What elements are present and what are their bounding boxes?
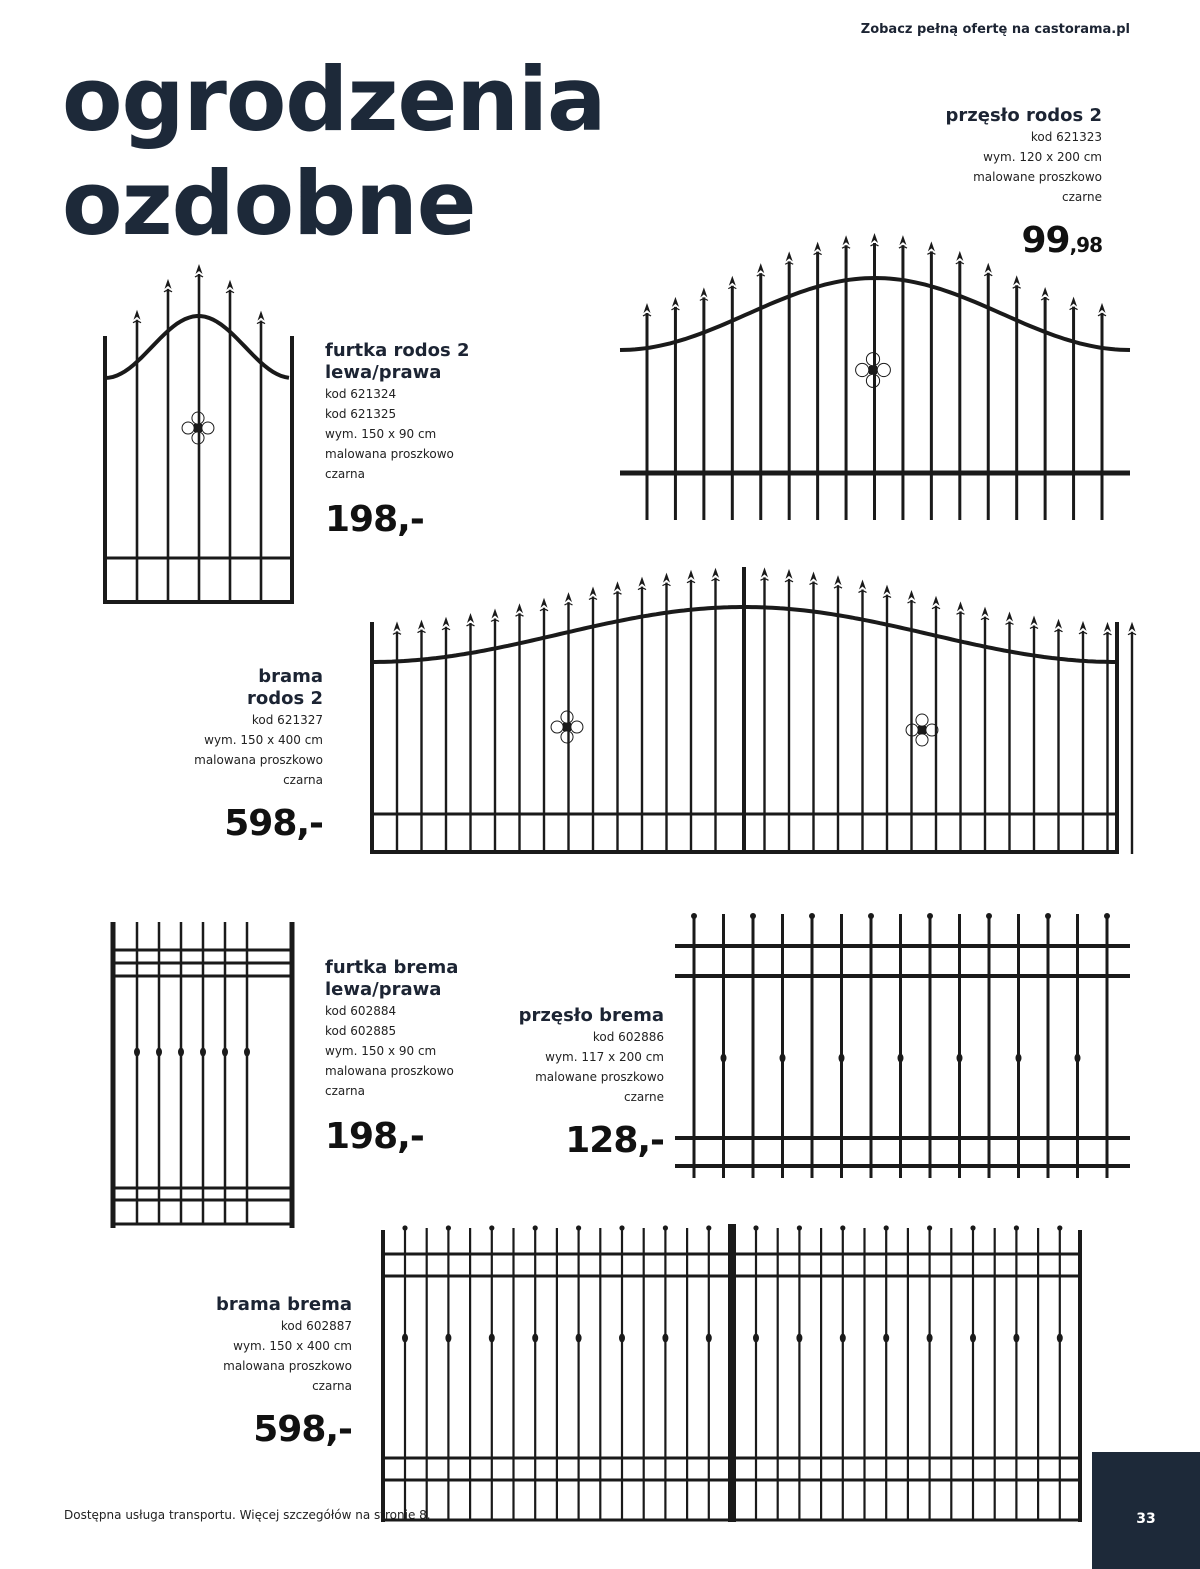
furtka-brema-info: [325, 957, 458, 1157]
spear-tip: [1099, 303, 1106, 313]
product-code: kod 621323: [1030, 130, 1102, 144]
brama-brema-info: [216, 1294, 352, 1450]
spear-tip: [761, 567, 768, 577]
bar-cap: [750, 913, 756, 919]
product-name: brama: [258, 666, 323, 687]
spear-tip: [644, 303, 651, 313]
spear-tip: [663, 573, 670, 583]
bar-knob: [662, 1334, 668, 1343]
spear-tip: [467, 613, 474, 623]
bar-knob: [1016, 1054, 1022, 1063]
spear-tip: [956, 251, 963, 261]
spear-tip: [985, 263, 992, 273]
bar-knob: [178, 1048, 184, 1057]
bar-cap: [970, 1225, 975, 1230]
bar-knob: [927, 1334, 933, 1343]
page-number-box: [1092, 1452, 1200, 1569]
bar-cap: [927, 1225, 932, 1230]
bar-cap: [840, 1225, 845, 1230]
bar-knob: [134, 1048, 140, 1057]
furtka-brema-image: [102, 918, 312, 1230]
product-color: czarna: [325, 467, 365, 481]
price-cents: ,98: [1069, 233, 1102, 257]
spear-tip: [258, 311, 265, 321]
bar-knob: [222, 1048, 228, 1057]
spear-tip: [1129, 622, 1136, 632]
product-dimensions: wym. 150 x 90 cm: [325, 427, 437, 441]
brama-brema-image: [368, 1220, 1088, 1526]
przeslo-rodos-image: [615, 220, 1135, 525]
ornament-center: [918, 726, 926, 734]
bar-cap: [489, 1225, 494, 1230]
page-title: [62, 48, 605, 256]
ornament-center: [869, 366, 877, 374]
spear-tip: [982, 607, 989, 617]
product-color: czarna: [283, 773, 323, 787]
bar-cap: [884, 1225, 889, 1230]
bar-cap: [1057, 1225, 1062, 1230]
bar-knob: [970, 1334, 976, 1343]
furtka-rodos-image: [92, 268, 302, 608]
spear-tip: [1080, 621, 1087, 631]
product-code: kod 602886: [592, 1030, 664, 1044]
spear-tip: [814, 242, 821, 252]
bar-knob: [489, 1334, 495, 1343]
product-name: brama brema: [216, 1294, 352, 1315]
product-finish: malowana proszkowo: [325, 1064, 454, 1078]
spear-tip: [757, 263, 764, 273]
spear-tip: [688, 570, 695, 580]
title-line-1: ogrodzenia: [62, 48, 606, 151]
bar-cap: [691, 913, 697, 919]
product-name: przęsło rodos 2: [945, 105, 1102, 126]
bar-knob: [957, 1054, 963, 1063]
spear-tip: [1031, 616, 1038, 626]
spear-tip: [843, 235, 850, 245]
spear-tip: [810, 572, 817, 582]
product-price: 198,-: [325, 499, 424, 540]
product-code: kod 602887: [280, 1319, 352, 1333]
spear-tip: [394, 621, 401, 631]
bar-knob: [839, 1054, 845, 1063]
bar-knob: [445, 1334, 451, 1343]
product-dimensions: wym. 150 x 90 cm: [325, 1044, 437, 1058]
top-rail: [372, 607, 744, 662]
spear-tip: [871, 233, 878, 243]
spear-tip: [134, 310, 141, 320]
spear-tip: [957, 601, 964, 611]
spear-tip: [1055, 619, 1062, 629]
bar-knob: [780, 1054, 786, 1063]
bar-cap: [927, 913, 933, 919]
price-main: 99: [1021, 220, 1070, 261]
bar-knob: [840, 1334, 846, 1343]
bar-cap: [619, 1225, 624, 1230]
spear-tip: [196, 264, 203, 274]
bar-cap: [753, 1225, 758, 1230]
product-code: kod 621325: [325, 407, 397, 421]
spear-tip: [933, 596, 940, 606]
product-price: 198,-: [325, 1116, 424, 1157]
spear-tip: [884, 585, 891, 595]
bar-cap: [868, 913, 874, 919]
bar-knob: [200, 1048, 206, 1057]
bar-knob: [1075, 1054, 1081, 1063]
product-variant: lewa/prawa: [325, 979, 442, 1000]
spear-tip: [227, 280, 234, 290]
product-color: czarna: [325, 1084, 365, 1098]
spear-tip: [786, 251, 793, 261]
spear-tip: [729, 276, 736, 286]
spear-tip: [700, 287, 707, 297]
przeslo-brema-info: [519, 1005, 664, 1161]
ornament-center: [563, 723, 571, 731]
spear-tip: [1042, 287, 1049, 297]
spear-tip: [835, 575, 842, 585]
bar-knob: [706, 1334, 712, 1343]
spear-tip: [672, 297, 679, 307]
bar-cap: [797, 1225, 802, 1230]
product-dimensions: wym. 150 x 400 cm: [233, 1339, 352, 1353]
bar-knob: [402, 1334, 408, 1343]
bar-cap: [576, 1225, 581, 1230]
spear-tip: [443, 617, 450, 627]
bar-knob: [619, 1334, 625, 1343]
bar-knob: [1013, 1334, 1019, 1343]
product-variant: rodos 2: [247, 688, 323, 709]
product-finish: malowana proszkowo: [194, 753, 323, 767]
product-finish: malowane proszkowo: [973, 170, 1102, 184]
spear-tip: [908, 590, 915, 600]
bar-cap: [1014, 1225, 1019, 1230]
bar-cap: [446, 1225, 451, 1230]
product-variant: lewa/prawa: [325, 362, 442, 383]
product-dimensions: wym. 117 x 200 cm: [545, 1050, 664, 1064]
spear-tip: [541, 598, 548, 608]
brama-rodos-image: [352, 562, 1132, 858]
product-name: furtka brema: [325, 957, 459, 978]
bar-knob: [532, 1334, 538, 1343]
spear-tip: [1006, 611, 1013, 621]
spear-tip: [928, 241, 935, 251]
product-finish: malowane proszkowo: [535, 1070, 664, 1084]
bar-knob: [883, 1334, 889, 1343]
offer-link[interactable]: Zobacz pełną ofertę na castorama.pl: [860, 22, 1130, 37]
bar-knob: [721, 1054, 727, 1063]
product-code: kod 621327: [251, 713, 323, 727]
product-code: kod 602885: [325, 1024, 397, 1038]
title-line-2: ozdobne: [62, 152, 476, 255]
przeslo-brema-image: [672, 910, 1134, 1180]
product-color: czarna: [312, 1379, 352, 1393]
spear-tip: [165, 279, 172, 289]
product-color: czarne: [624, 1090, 664, 1104]
furtka-rodos-info: [325, 340, 470, 540]
top-rail: [744, 607, 1116, 662]
footer-note: Dostępna usługa transportu. Więcej szczegółów na stronie 8.: [64, 1508, 431, 1522]
spear-tip: [590, 586, 597, 596]
bar-cap: [706, 1225, 711, 1230]
spear-tip: [516, 603, 523, 613]
spear-tip: [565, 592, 572, 602]
spear-tip: [712, 568, 719, 578]
bar-knob: [898, 1054, 904, 1063]
bar-cap: [1104, 913, 1110, 919]
bar-knob: [796, 1334, 802, 1343]
ornament-center: [194, 424, 202, 432]
bar-cap: [986, 913, 992, 919]
bar-cap: [663, 1225, 668, 1230]
bar-knob: [576, 1334, 582, 1343]
product-dimensions: wym. 120 x 200 cm: [983, 150, 1102, 164]
product-name: przęsło brema: [518, 1005, 664, 1026]
bar-cap: [402, 1225, 407, 1230]
bar-cap: [1045, 913, 1051, 919]
spear-tip: [786, 569, 793, 579]
product-price: 598,-: [253, 1409, 352, 1450]
product-price: 128,-: [565, 1120, 664, 1161]
bar-knob: [156, 1048, 162, 1057]
product-name: furtka rodos 2: [325, 340, 470, 361]
product-dimensions: wym. 150 x 400 cm: [204, 733, 323, 747]
bar-knob: [753, 1334, 759, 1343]
spear-tip: [1013, 275, 1020, 285]
bar-knob: [244, 1048, 250, 1057]
product-color: czarne: [1062, 190, 1102, 204]
bar-cap: [809, 913, 815, 919]
spear-tip: [418, 620, 425, 630]
brama-rodos-info: [194, 666, 323, 844]
spear-tip: [899, 235, 906, 245]
product-finish: malowana proszkowo: [223, 1359, 352, 1373]
spear-tip: [1070, 297, 1077, 307]
bar-knob: [1057, 1334, 1063, 1343]
page-number: 33: [1136, 1511, 1156, 1527]
spear-tip: [492, 608, 499, 618]
product-code: kod 602884: [325, 1004, 397, 1018]
spear-tip: [859, 580, 866, 590]
product-code: kod 621324: [325, 387, 397, 401]
spear-tip: [614, 581, 621, 591]
product-price: 598,-: [224, 803, 323, 844]
spear-tip: [1104, 622, 1111, 632]
bar-cap: [533, 1225, 538, 1230]
spear-tip: [639, 577, 646, 587]
product-finish: malowana proszkowo: [325, 447, 454, 461]
